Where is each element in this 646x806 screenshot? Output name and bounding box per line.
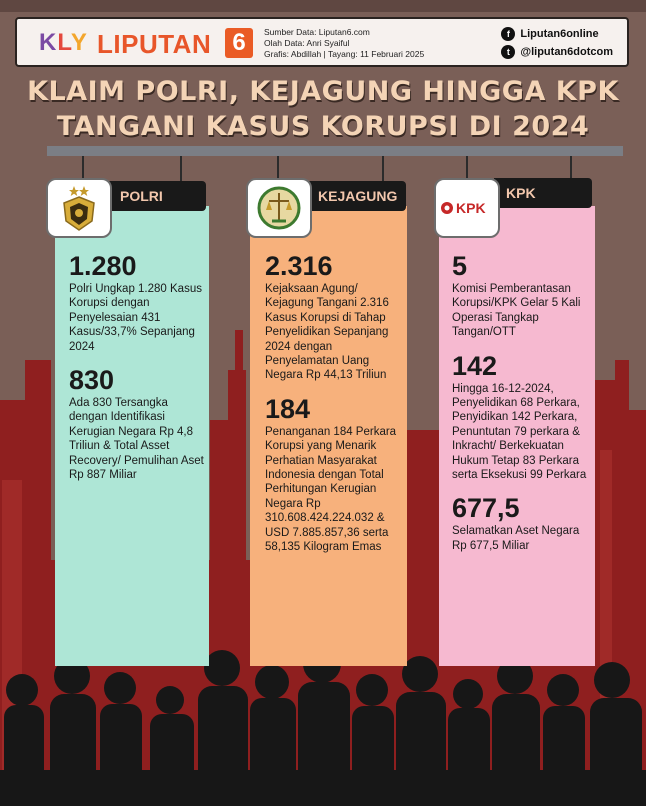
header-bar: [15, 17, 629, 67]
kpk-logo-icon: [439, 193, 495, 223]
kejagung-number-2: 184: [265, 393, 311, 424]
polri-number-1: 1.280: [69, 251, 137, 281]
kejagung-number-1: 2.316: [265, 251, 333, 281]
liputan-logo-text: LIPUTAN: [97, 29, 212, 59]
kejagung-label-tab: KEJAGUNG: [306, 181, 406, 211]
kpk-panel: [439, 206, 595, 666]
polri-text-1: Polri Ungkap 1.280 Kasus Korupsi dengan Penyelesaian 431 Kasus/33,7% Sepanjang 2024: [69, 283, 202, 353]
kejagung-emblem: [246, 178, 312, 238]
kpk-number-2: 142: [452, 350, 498, 381]
kpk-label-tab: KPK: [494, 178, 592, 208]
facebook-icon: f: [501, 27, 515, 41]
kly-logo: KLY: [39, 29, 88, 56]
kpk-emblem: [434, 178, 500, 238]
polri-panel: [55, 206, 209, 666]
kpk-text-2: Hingga 16-12-2024, Penyelidikan 68 Perkara, Penyidikan 142 Perkara, Penuntutan 79 perkara & Inkracht/ Berkekuatan Hukum Tetap 83 Perkara serta Eksekusi 99 Perkara: [452, 382, 587, 482]
polri-badge-icon: [54, 183, 104, 233]
facebook-label: Liputan6online: [520, 28, 599, 40]
credit-graphic: Grafis: Abdillah | Tayang: 11 Februari 2025: [264, 49, 425, 59]
kejagung-content: [265, 250, 405, 565]
wire: [382, 156, 384, 184]
kejagung-text-1: Kejaksaan Agung/ Kejagung Tangani 2.316 Kasus Korupsi di Tahap Penyelidikan Sepanjang 2024 dengan Penyelamatan Uang Negara Rp 44,13 Triliun: [265, 283, 389, 382]
polri-number-2: 830: [69, 365, 115, 396]
facebook-link[interactable]: [501, 27, 613, 41]
twitter-label: @liputan6dotcom: [520, 46, 613, 58]
polri-label-tab: POLRI: [108, 181, 206, 211]
credit-source: Sumber Data: Liputan6.com: [264, 27, 370, 37]
kpk-number-1: 5: [452, 251, 468, 281]
polri-text-2: Ada 830 Tersangka dengan Identifikasi Kerugian Negara Rp 4,8 Triliun & Total Asset Recovery/ Pemulihan Aset Rp 887 Miliar: [69, 397, 204, 482]
title-line-1: KLAIM POLRI, KEJAGUNG HINGGA KPK: [27, 76, 619, 107]
wire: [180, 156, 182, 184]
liputan6-logo-badge: 6: [225, 28, 253, 58]
twitter-icon: t: [501, 45, 515, 59]
polri-content: [69, 250, 205, 492]
kejagung-text-2: Penanganan 184 Perkara Korupsi yang Menarik Perhatian Masyarakat Indonesia dengan Total Perhitungan Kerugian Negara Rp 310.608.424.224.032 & USD 7.885.857,36 serta 58,135 Kilogram Emas: [265, 425, 397, 554]
hanging-rail: [47, 146, 623, 156]
social-links: [501, 27, 613, 63]
kpk-text-1: Komisi Pemberantasan Korupsi/KPK Gelar 5 Kali Operasi Tangkap Tangan/OTT: [452, 283, 581, 339]
kpk-logo-text: KPK: [456, 200, 486, 216]
kejaksaan-logo-icon: [254, 183, 304, 233]
kpk-number-3: 677,5: [452, 493, 520, 524]
polri-emblem: [46, 178, 112, 238]
kpk-text-3: Selamatkan Aset Negara Rp 677,5 Miliar: [452, 525, 580, 552]
credit-data: Olah Data: Anri Syaiful: [264, 38, 350, 48]
page-title: [0, 74, 646, 144]
credits: [264, 27, 424, 60]
title-line-2: TANGANI KASUS KORUPSI DI 2024: [56, 111, 590, 142]
kpk-content: [452, 250, 592, 563]
kejagung-panel: [250, 206, 407, 666]
twitter-link[interactable]: [501, 45, 613, 59]
